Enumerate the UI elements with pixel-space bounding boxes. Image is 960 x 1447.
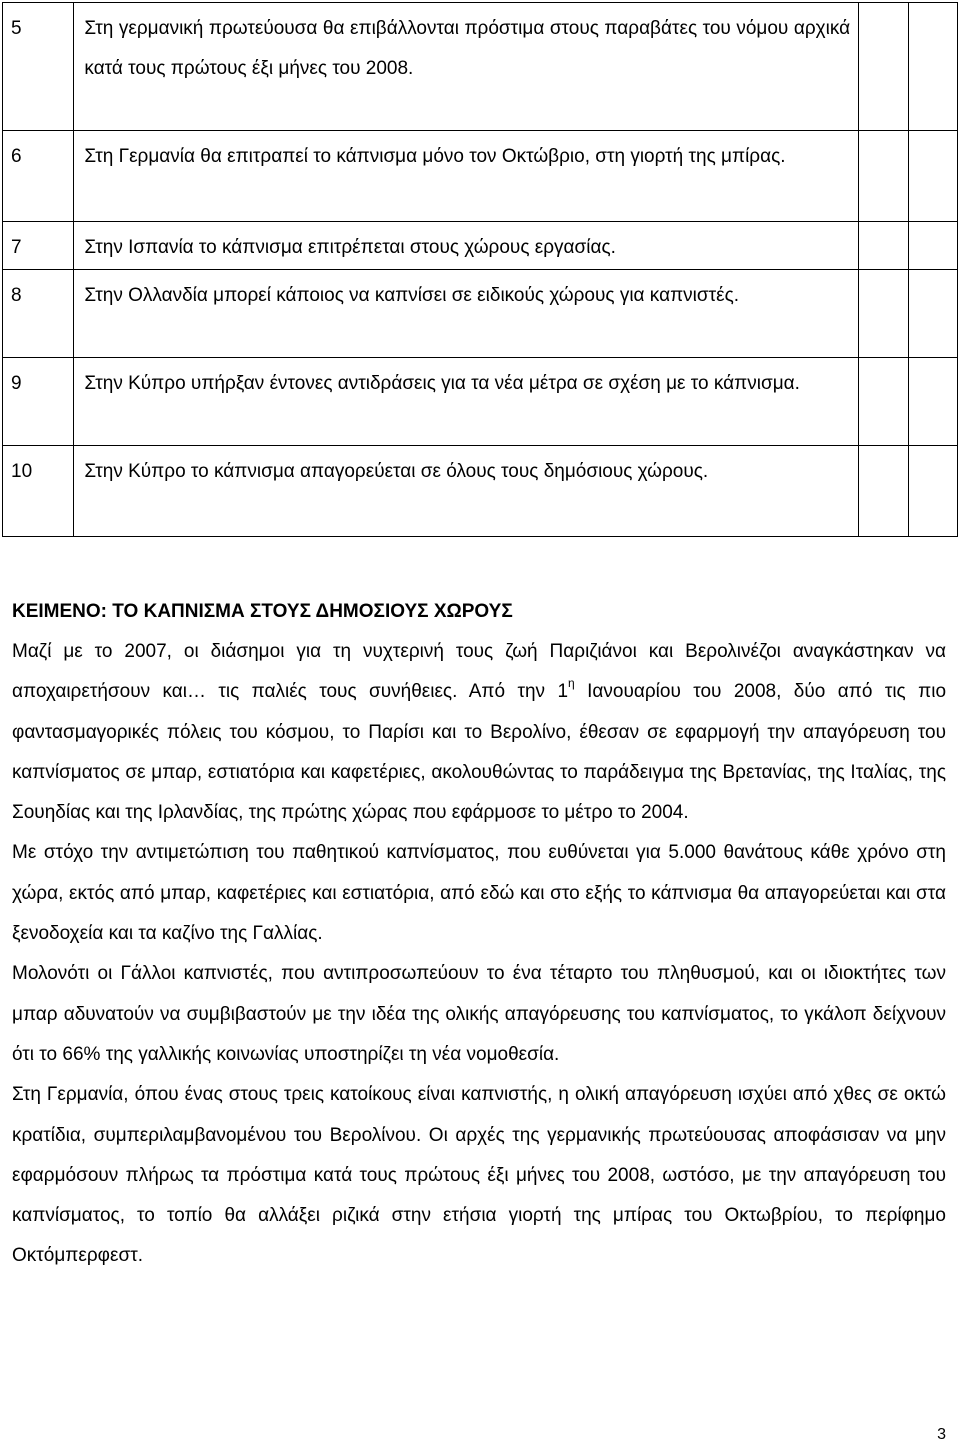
table-row bbox=[3, 446, 958, 537]
statement-text: Στη Γερμανία θα επιτραπεί το κάπνισμα μόνο τον Οκτώβριο, στη γιορτή της μπίρας. bbox=[84, 146, 786, 167]
statement-number-cell bbox=[3, 446, 74, 537]
statement-number-cell bbox=[3, 222, 74, 270]
article-paragraph bbox=[12, 632, 946, 833]
statement-text-cell bbox=[74, 270, 859, 358]
paragraph-text: Μαζί με το 2007, οι διάσημοι για τη νυχτερινή τους ζωή Παριζιάνοι και Βερολινέζοι αναγκάστηκαν να αποχαιρετήσουν και… τις παλιές τους συνήθειες. Από την 1 bbox=[12, 641, 946, 703]
statement-number-cell bbox=[3, 3, 74, 131]
statement-number: 7 bbox=[11, 237, 22, 258]
article-title: ΚΕΙΜΕΝΟ: ΤΟ ΚΑΠΝΙΣΜΑ ΣΤΟΥΣ ΔΗΜΟΣΙΟΥΣ ΧΩΡΟΥΣ bbox=[12, 601, 513, 622]
answer-cell-false[interactable] bbox=[908, 446, 957, 537]
statement-text-cell bbox=[74, 131, 859, 222]
answer-cell-false[interactable] bbox=[908, 270, 957, 358]
statement-number: 6 bbox=[11, 146, 22, 167]
answer-cell-true[interactable] bbox=[859, 358, 908, 446]
statement-number: 5 bbox=[11, 18, 22, 39]
article-paragraph: Μολονότι οι Γάλλοι καπνιστές, που αντιπροσωπεύουν το ένα τέταρτο του πληθυσμού, και οι ιδιοκτήτες των μπαρ αδυνατούν να συμβιβαστούν με την ιδέα της ολικής απαγόρευσης του καπνίσματος, το γκάλοπ δείχνουν ότι το 66% της γαλλικής κοινωνίας υποστηρίζει τη νέα νομοθεσία. bbox=[12, 963, 946, 1065]
statement-text: Στην Κύπρο το κάπνισμα απαγορεύεται σε όλους τους δημόσιους χώρους. bbox=[84, 461, 709, 482]
answer-cell-false[interactable] bbox=[908, 131, 957, 222]
table-row bbox=[3, 222, 958, 270]
statement-number-cell bbox=[3, 270, 74, 358]
statement-text: Στην Ισπανία το κάπνισμα επιτρέπεται στους χώρους εργασίας. bbox=[84, 237, 616, 258]
statement-text-cell bbox=[74, 222, 859, 270]
statement-text-cell bbox=[74, 358, 859, 446]
statement-text-cell bbox=[74, 446, 859, 537]
paragraph-text: Ιανουαρίου του 2008, δύο από τις πιο φαντασμαγορικές πόλεις του κόσμου, το Παρίσι και το Βερολίνο, έθεσαν σε εφαρμογή την απαγόρευση του καπνίσματος σε μπαρ, εστιατόρια και καφετέριες, ακολουθώντας το παράδειγμα της Βρετανίας, της Ιταλίας, της Σουηδίας και της Ιρλανδίας, της πρώτης χώρας που εφάρμοσε το μέτρο το 2004. bbox=[12, 681, 947, 824]
answer-cell-true[interactable] bbox=[859, 446, 908, 537]
statement-number: 8 bbox=[11, 285, 22, 306]
statement-text: Στην Ολλανδία μπορεί κάποιος να καπνίσει σε ειδικούς χώρους για καπνιστές. bbox=[84, 285, 740, 306]
statement-text: Στην Κύπρο υπήρξαν έντονες αντιδράσεις για τα νέα μέτρα σε σχέση με το κάπνισμα. bbox=[84, 373, 800, 394]
statement-text-cell bbox=[74, 3, 859, 131]
article-paragraph: Στη Γερμανία, όπου ένας στους τρεις κατοίκους είναι καπνιστής, η ολική απαγόρευση ισχύει από χθες σε οκτώ κρατίδια, συμπεριλαμβανομένου του Βερολίνου. Οι αρχές της γερμανικής πρωτεύουσας αποφάσισαν να μην εφαρμόσουν πλήρως τα πρόστιμα κατά τους πρώτους έξι μήνες του 2008, ωστόσο, με την απαγόρευση του καπνίσματος, το τοπίο θα αλλάξει ριζικά στην ετήσια γιορτή της μπίρας του Οκτωβρίου, το περίφημο Οκτόμπερφεστ. bbox=[12, 1084, 946, 1267]
table-row bbox=[3, 3, 958, 131]
statement-number-cell bbox=[3, 131, 74, 222]
answer-cell-true[interactable] bbox=[859, 131, 908, 222]
table-row bbox=[3, 358, 958, 446]
statement-text: Στη γερμανική πρωτεύουσα θα επιβάλλονται πρόστιμα στους παραβάτες του νόμου αρχικά κατά τους πρώτους έξι μήνες του 2008. bbox=[84, 18, 851, 79]
answer-cell-false[interactable] bbox=[908, 3, 957, 131]
table-row bbox=[3, 270, 958, 358]
statement-number-cell bbox=[3, 358, 74, 446]
answer-cell-true[interactable] bbox=[859, 270, 908, 358]
answer-cell-false[interactable] bbox=[908, 358, 957, 446]
answer-cell-false[interactable] bbox=[908, 222, 957, 270]
answer-cell-true[interactable] bbox=[859, 3, 908, 131]
answer-cell-true[interactable] bbox=[859, 222, 908, 270]
statement-number: 9 bbox=[11, 373, 22, 394]
page-number: 3 bbox=[937, 1426, 946, 1443]
article-paragraph: Με στόχο την αντιμετώπιση του παθητικού καπνίσματος, που ευθύνεται για 5.000 θανάτους κάθε χρόνο στη χώρα, εκτός από μπαρ, καφετέριες και εστιατόρια, από εδώ και στο εξής το κάπνισμα θα απαγορεύεται και στα ξενοδοχεία και τα καζίνο της Γαλλίας. bbox=[12, 842, 946, 945]
statement-number: 10 bbox=[11, 461, 33, 482]
article bbox=[12, 592, 946, 1277]
ordinal-superscript: η bbox=[568, 676, 575, 691]
table-row bbox=[3, 131, 958, 222]
statements-table bbox=[2, 2, 958, 537]
